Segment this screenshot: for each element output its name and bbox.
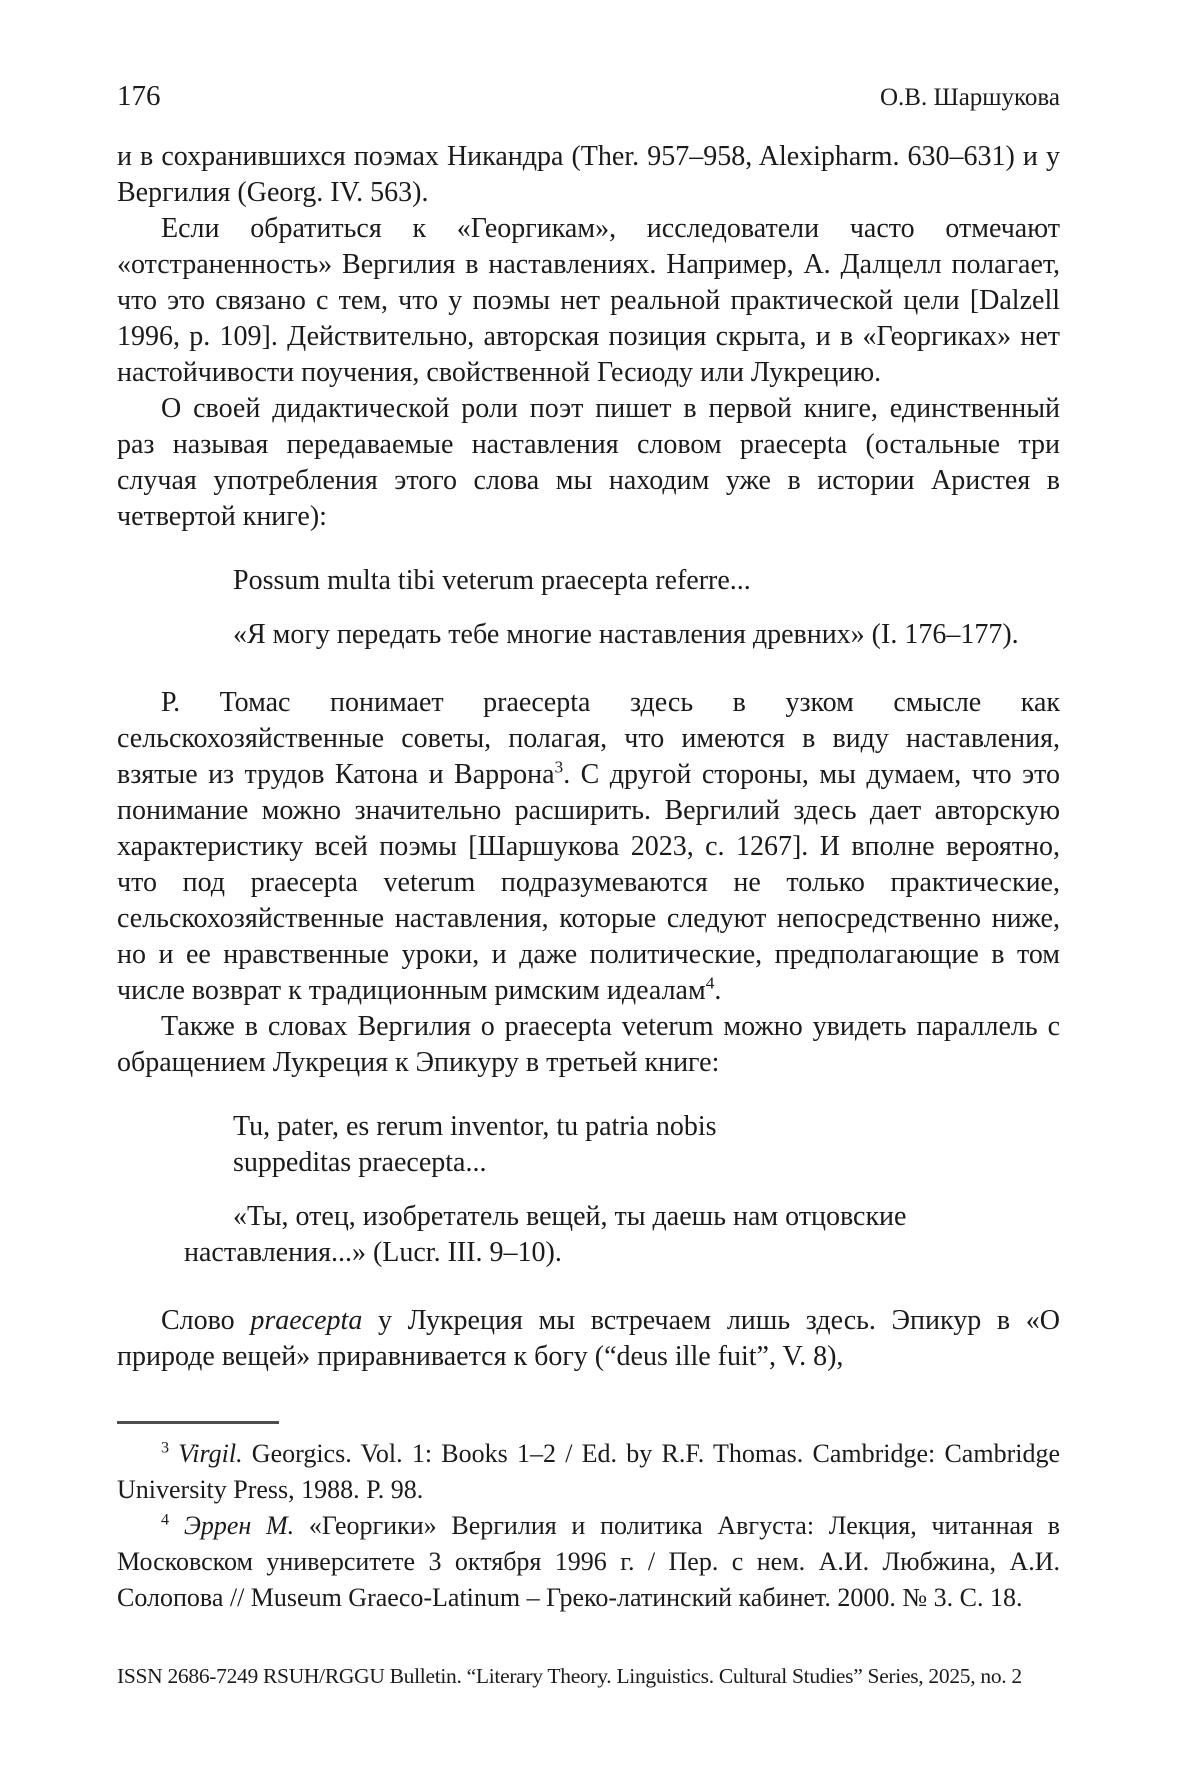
paragraph-text: . С другой стороны, мы думаем, что это понимание можно значительно расширить. Вергилий здесь дает авторскую характеристику всей поэмы [Шаршукова 2023, с. 1267]. И вполне вероятно, что под praecepta veterum подразумеваются не только практические, сельскохозяйственные наставления, которые следуют непосредственно ниже, но и ее нравственные уроки, и даже политические, предполагающие в том числе возврат к традиционным римским идеалам (117, 759, 1060, 1006)
footnote-ref-3: 3 (554, 757, 564, 777)
paragraph-text: у Лукреция мы встречаем лишь здесь. Эпикур в «О природе вещей» приравнивается к богу (“deus ille fuit”, V. 8), (117, 1305, 1060, 1372)
paragraph-text: Слово (161, 1305, 251, 1336)
footnote-separator (117, 1421, 279, 1424)
footnote-text: «Георгики» Вергилия и политика Августа: Лекция, читанная в Московском университете 3 октября 1996 г. / Пер. с нем. А.И. Любжина, А.И. Солопова // Museum Graeco-Latinum – Греко-латинский кабинет. 2000. № 3. С. 18. (117, 1511, 1061, 1612)
quote-latin-line: Tu, pater, es rerum inventor, tu patria nobis (233, 1111, 717, 1142)
italic-term-praecepta: praecepta (250, 1305, 363, 1336)
footnote-text: Georgics. Vol. 1: Books 1–2 / Ed. by R.F. Thomas. Cambridge: Cambridge University Press, 1988. P. 98. (117, 1439, 1060, 1504)
running-header (117, 80, 1060, 113)
quote-georgics (117, 563, 1060, 653)
paragraph-thomas-interpretation (117, 685, 1060, 1009)
paragraph-epicurus-deus (117, 1303, 1060, 1375)
paragraph-georgics-detachment: Если обратиться к «Георгикам», исследователи часто отмечают «отстраненность» Вергилия в наставлениях. Например, А. Далцелл полагает, что это связано с тем, что у поэмы нет реальной практической цели [Dalzell 1996, p. 109]. Действительно, авторская позиция скрыта, и в «Георгиках» нет настойчивости поучения, свойственной Гесиоду или Лукрецию. (117, 213, 1060, 388)
page-number: 176 (117, 80, 161, 112)
text-column (117, 80, 1060, 1616)
paragraph-text: Р. Томас понимает praecepta здесь в узком смысле как сельскохозяйственные советы, полагая, что имеются в виду наставления, взятые из трудов Катона и Варрона (117, 687, 1060, 790)
footnote-author: Virgil. (178, 1439, 243, 1468)
quote-latin-line: Possum multa tibi veterum praecepta referre... (233, 565, 751, 596)
quote-latin-line: suppeditas praecepta... (233, 1147, 487, 1178)
footnotes-block (117, 1436, 1060, 1616)
footnote-3 (117, 1436, 1060, 1508)
quote-translation: «Ты, отец, изобретатель вещей, ты даешь нам отцовские наставления...» (Lucr. III. 9–10). (184, 1201, 907, 1268)
paragraph-continuation: и в сохранившихся поэмах Никандра (Ther. 957–958, Alexipharm. 630–631) и у Вергилия (Georg. IV. 563). (117, 141, 1060, 208)
footnote-4 (117, 1508, 1060, 1616)
article-body (117, 139, 1060, 1375)
footnote-author: Эррен М. (183, 1511, 295, 1540)
journal-footer-issn: ISSN 2686-7249 RSUH/RGGU Bulletin. “Literary Theory. Linguistics. Cultural Studies” Series, 2025, no. 2 (117, 1664, 1022, 1688)
running-author: О.В. Шаршукова (880, 84, 1060, 111)
paragraph-lucretius-parallel: Также в словах Вергилия о praecepta veterum можно увидеть параллель с обращением Лукреция к Эпикуру в третьей книге: (117, 1011, 1060, 1078)
footnote-ref-4: 4 (705, 973, 715, 993)
paragraph-text: . (714, 975, 722, 1006)
paragraph-didactic-role: О своей дидактической роли поэт пишет в первой книге, единственный раз называя передаваемые наставления словом praecepta (остальные три случая употребления этого слова мы находим уже в истории Аристея в четвертой книге): (117, 393, 1060, 532)
quote-lucretius (117, 1109, 1060, 1271)
quote-translation: «Я могу передать тебе многие наставления древних» (I. 176–177). (233, 619, 1019, 650)
footnote-number: 3 (161, 1439, 170, 1457)
footnote-number: 4 (161, 1511, 170, 1529)
